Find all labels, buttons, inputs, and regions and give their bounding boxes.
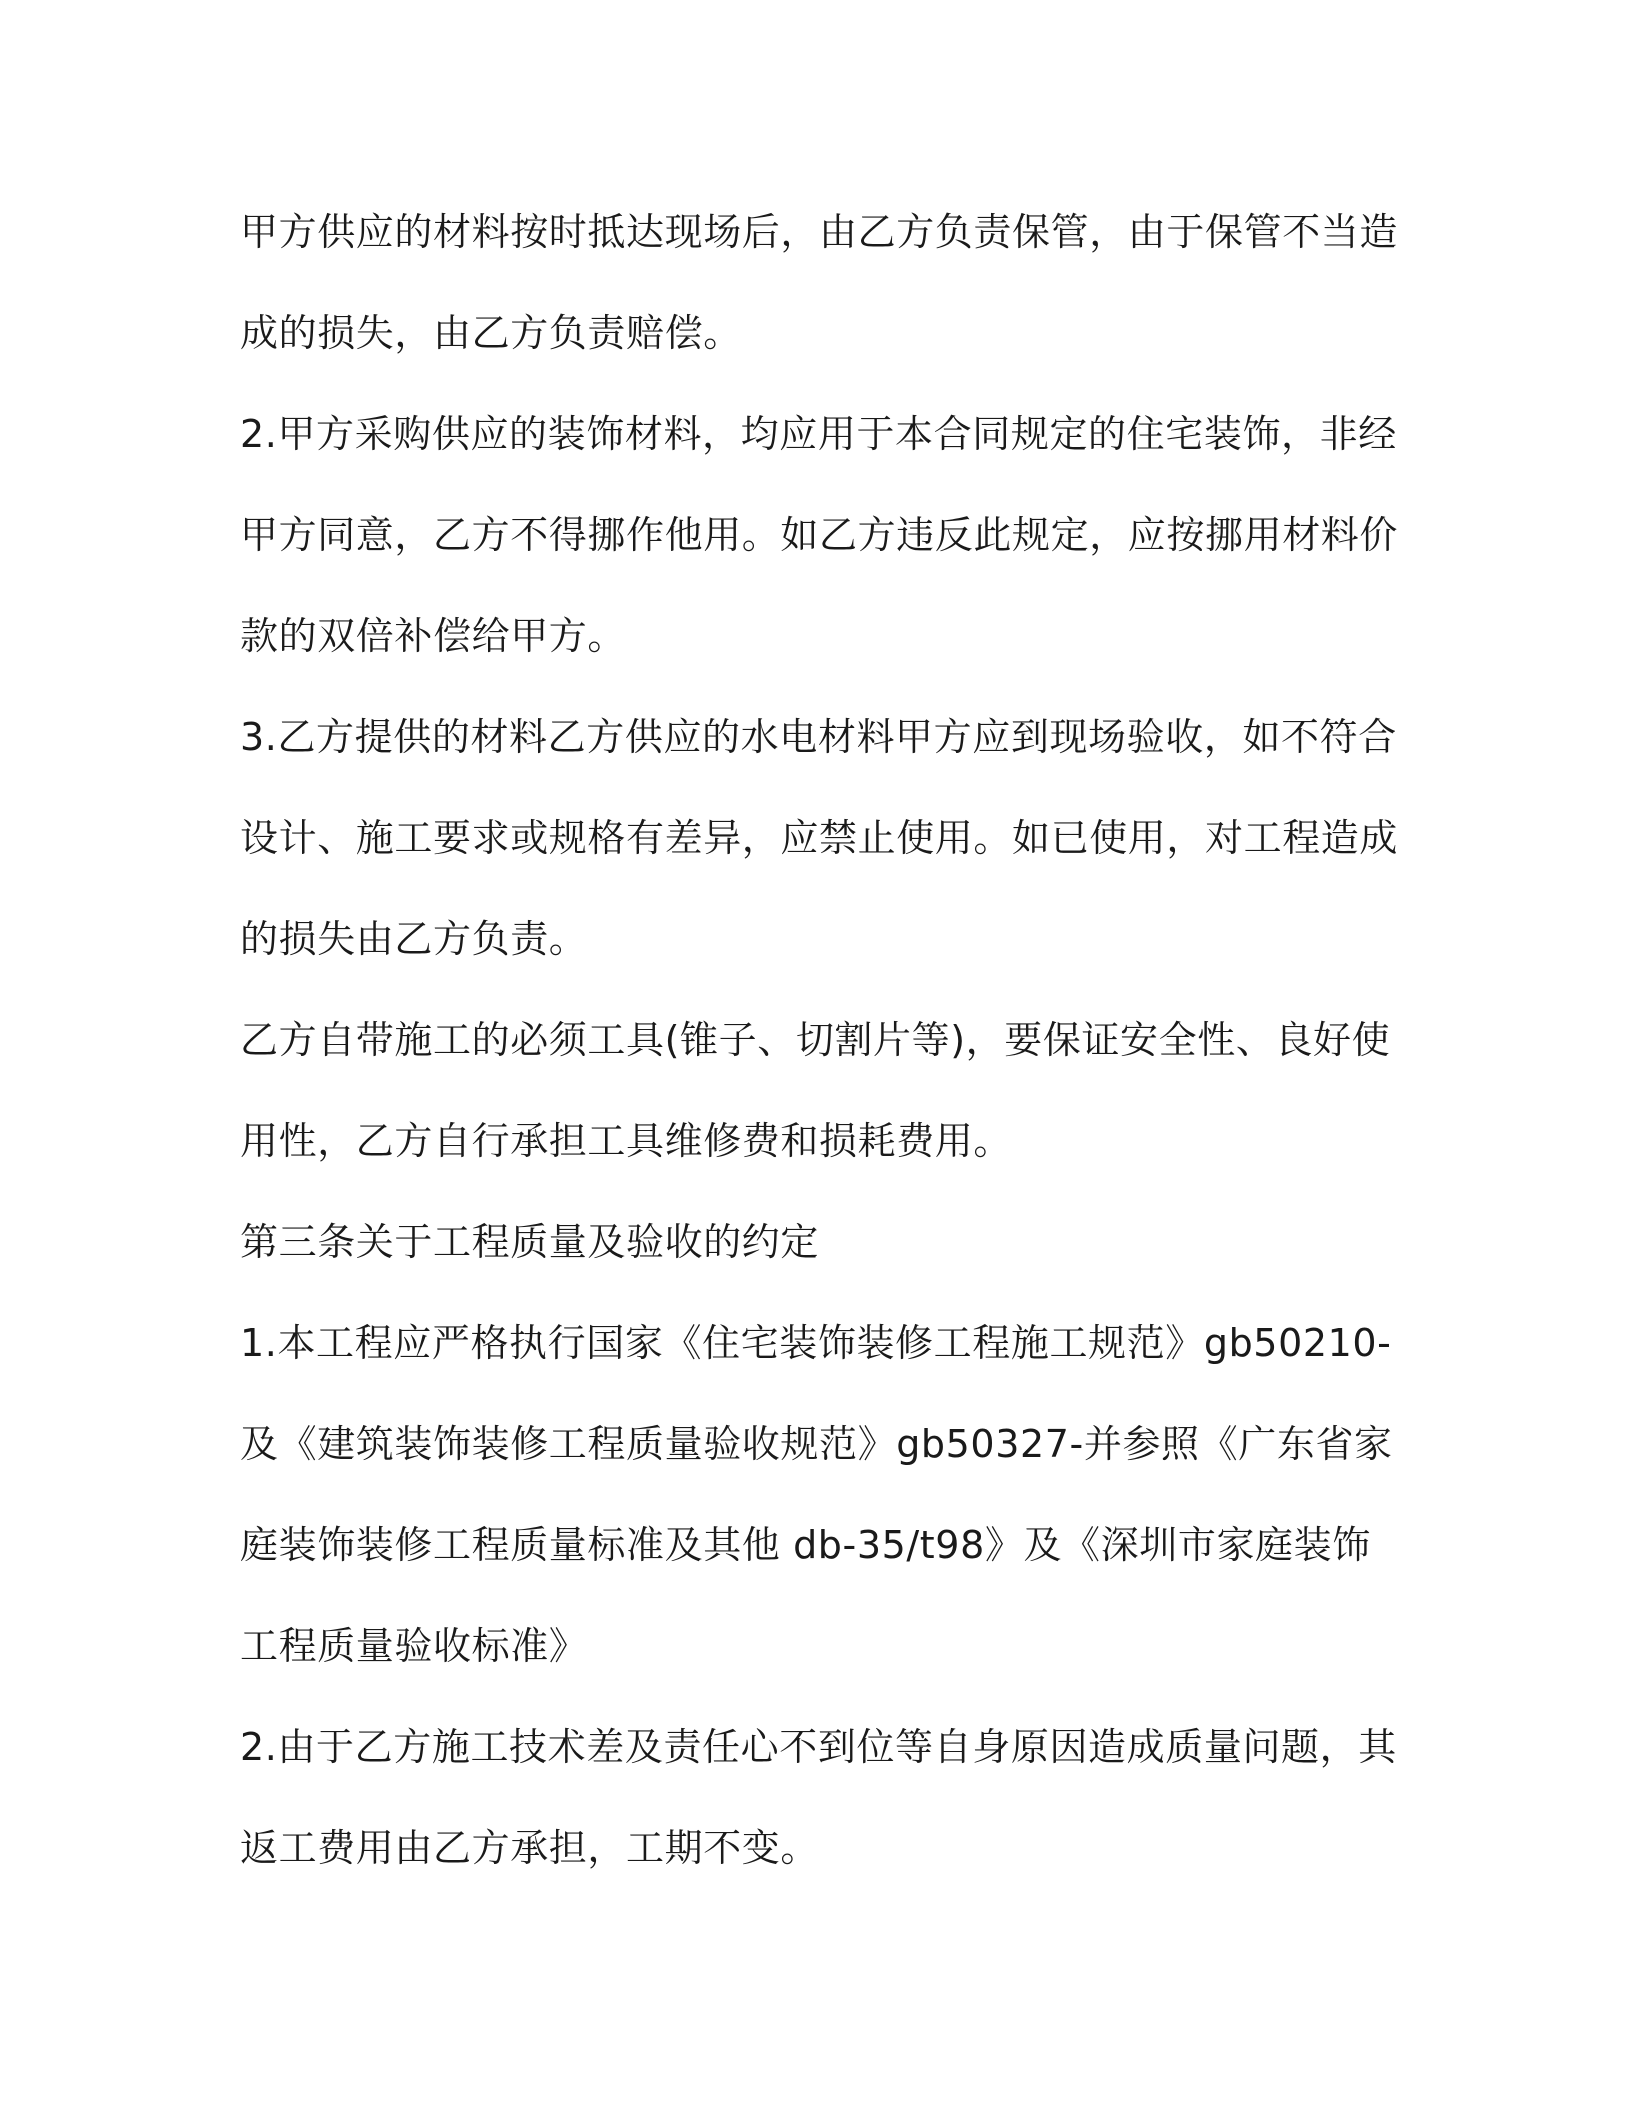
paragraph-clause-2-rework: 2.由于乙方施工技术差及责任心不到位等自身原因造成质量问题，其返工费用由乙方承担，工期不变。	[240, 1725, 1397, 1870]
paragraph-tools: 乙方自带施工的必须工具(锥子、切割片等)，要保证安全性、良好使用性，乙方自行承担工具维修费和损耗费用。	[240, 1018, 1391, 1163]
paragraph-material-custody: 甲方供应的材料按时抵达现场后，由乙方负责保管，由于保管不当造成的损失，由乙方负责赔偿。	[240, 210, 1399, 355]
section-heading-article-3: 第三条关于工程质量及验收的约定	[240, 1220, 820, 1264]
paragraph-clause-3-material-inspection: 3.乙方提供的材料乙方供应的水电材料甲方应到现场验收，如不符合设计、施工要求或规格有差异，应禁止使用。如已使用，对工程造成的损失由乙方负责。	[240, 715, 1399, 961]
document-body	[240, 182, 1400, 1899]
paragraph-clause-1-standards: 1.本工程应严格执行国家《住宅装饰装修工程施工规范》gb50210-及《建筑装饰装修工程质量验收规范》gb50327-并参照《广东省家庭装饰装修工程质量标准及其他 db-35/t98》及《深圳市家庭装饰工程质量验收标准》	[240, 1321, 1393, 1668]
paragraph-clause-2-material-use: 2.甲方采购供应的装饰材料，均应用于本合同规定的住宅装饰，非经甲方同意，乙方不得挪作他用。如乙方违反此规定，应按挪用材料价款的双倍补偿给甲方。	[240, 412, 1399, 658]
